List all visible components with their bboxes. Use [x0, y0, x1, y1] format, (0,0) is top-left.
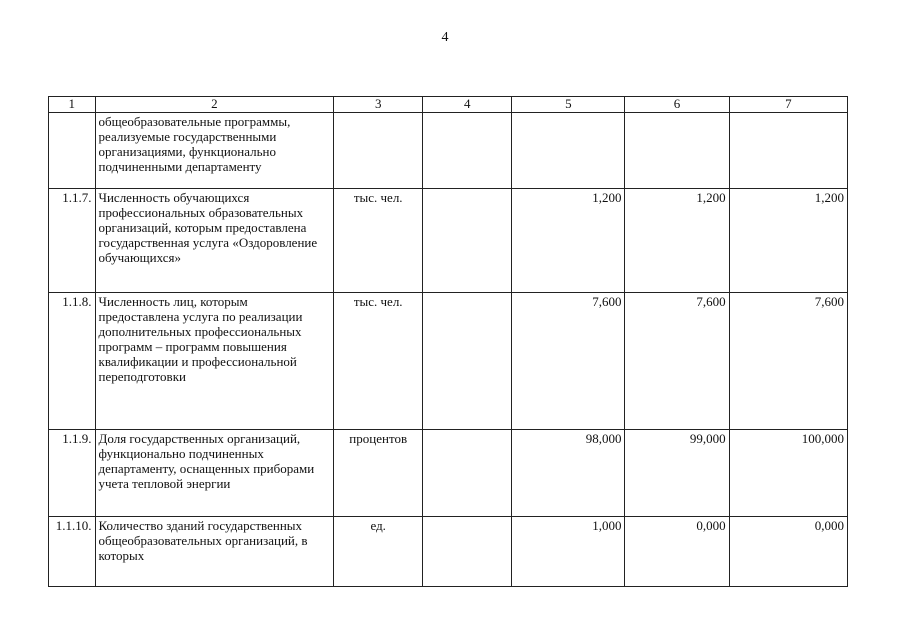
table-header-row: [49, 97, 848, 113]
header-col-3: 3: [334, 97, 423, 113]
value-col-5: 1,200: [512, 189, 625, 293]
value-col-7: 7,600: [729, 293, 847, 430]
row-number: 1.1.10.: [49, 517, 96, 587]
unit-cell: [334, 113, 423, 189]
table-row: [49, 293, 848, 430]
value-col-5: 7,600: [512, 293, 625, 430]
table-row: [49, 517, 848, 587]
row-number: 1.1.8.: [49, 293, 96, 430]
row-number: 1.1.7.: [49, 189, 96, 293]
value-col-4: [423, 517, 512, 587]
value-col-7: 100,000: [729, 430, 847, 517]
indicator-name: общеобразовательные программы, реализуемые государственными организациями, функционально подчиненными департаменту: [95, 113, 334, 189]
header-col-4: 4: [423, 97, 512, 113]
header-col-5: 5: [512, 97, 625, 113]
header-col-6: 6: [625, 97, 729, 113]
header-col-7: 7: [729, 97, 847, 113]
value-col-5: 98,000: [512, 430, 625, 517]
indicator-name: Количество зданий государственных общеобразовательных организаций, в которых: [95, 517, 334, 587]
value-col-6: 1,200: [625, 189, 729, 293]
row-number: 1.1.9.: [49, 430, 96, 517]
header-col-1: 1: [49, 97, 96, 113]
value-col-7: [729, 113, 847, 189]
unit-cell: тыс. чел.: [334, 189, 423, 293]
value-col-6: [625, 113, 729, 189]
unit-cell: тыс. чел.: [334, 293, 423, 430]
value-col-4: [423, 430, 512, 517]
table-row: [49, 189, 848, 293]
unit-cell: процентов: [334, 430, 423, 517]
indicator-name: Доля государственных организаций, функционально подчиненных департаменту, оснащенных приборами учета тепловой энергии: [95, 430, 334, 517]
value-col-4: [423, 293, 512, 430]
value-col-7: 1,200: [729, 189, 847, 293]
indicators-table: [48, 96, 848, 587]
value-col-7: 0,000: [729, 517, 847, 587]
value-col-6: 99,000: [625, 430, 729, 517]
page-number: 4: [441, 30, 449, 45]
indicator-name: Численность обучающихся профессиональных образовательных организаций, которым предоставлена государственная услуга «Оздоровление обучающихся»: [95, 189, 334, 293]
value-col-6: 7,600: [625, 293, 729, 430]
row-number: [49, 113, 96, 189]
header-col-2: 2: [95, 97, 334, 113]
table-row: [49, 430, 848, 517]
value-col-4: [423, 189, 512, 293]
indicator-name: Численность лиц, которым предоставлена услуга по реализации дополнительных профессиональных программ – программ повышения квалификации и профессиональной переподготовки: [95, 293, 334, 430]
value-col-6: 0,000: [625, 517, 729, 587]
value-col-5: [512, 113, 625, 189]
value-col-4: [423, 113, 512, 189]
table-row: [49, 113, 848, 189]
value-col-5: 1,000: [512, 517, 625, 587]
unit-cell: ед.: [334, 517, 423, 587]
